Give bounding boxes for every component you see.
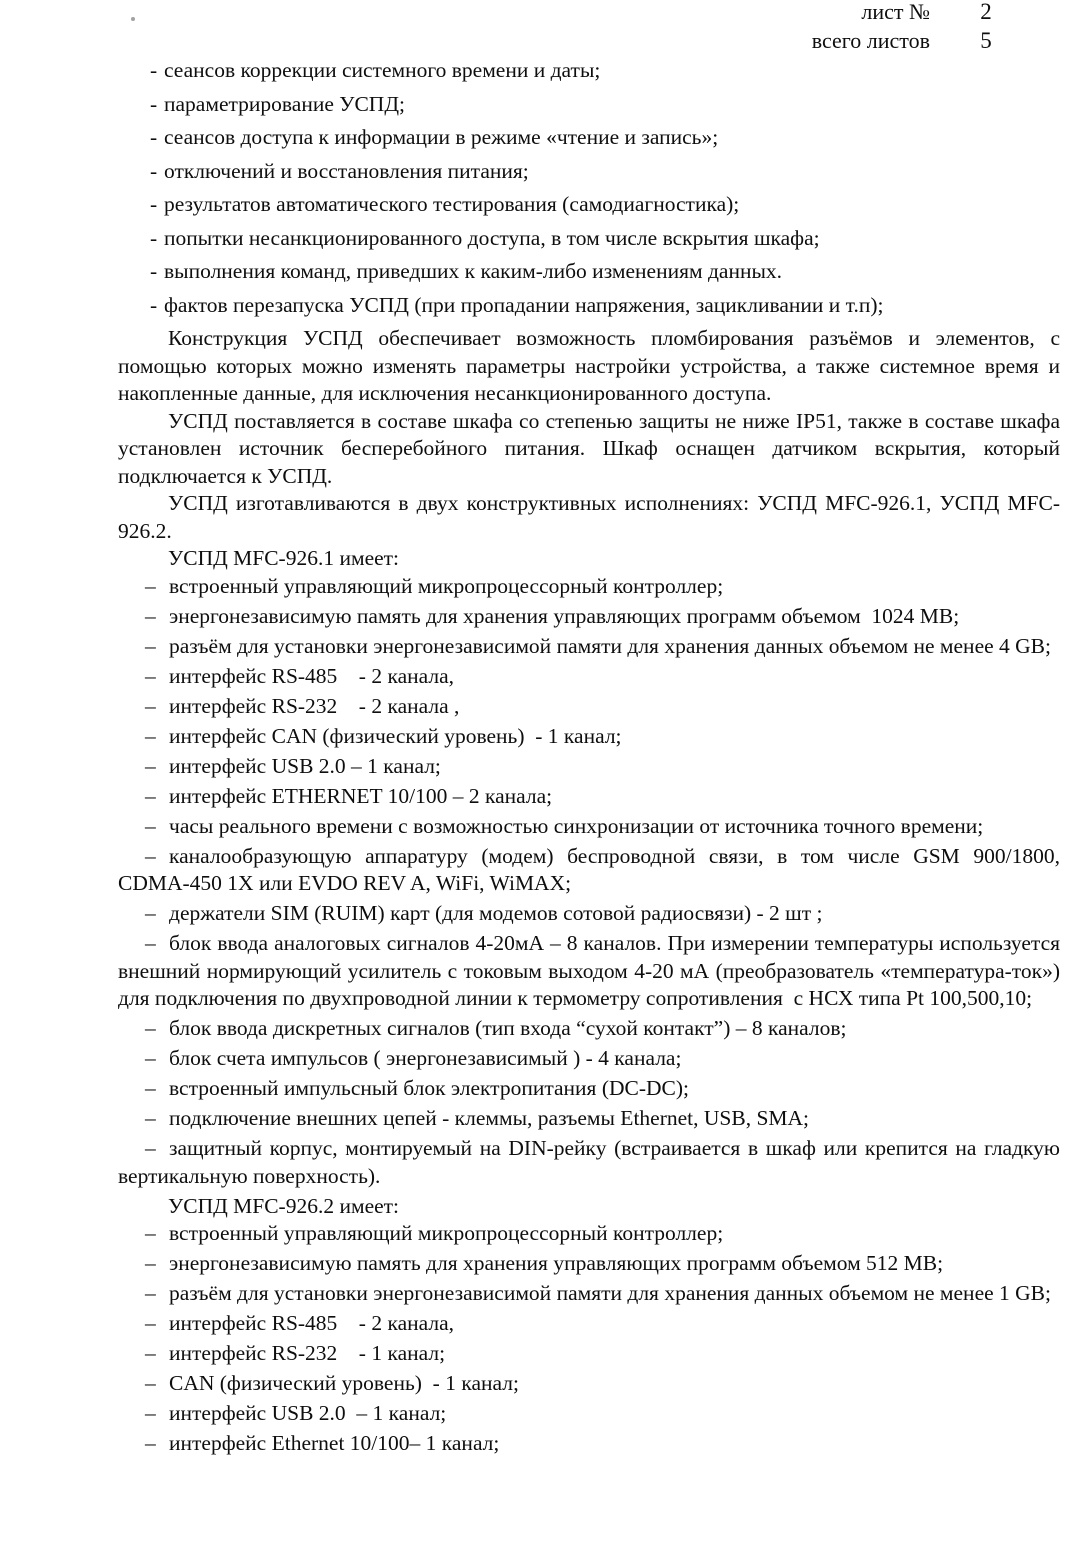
list-item [118,753,1060,781]
list-item [118,663,1060,691]
paragraph [118,325,1066,408]
model1-feature-list [118,573,1066,1191]
list-item [118,1370,1060,1398]
list-item [118,783,1060,811]
dash-marker: – [145,753,156,778]
list-item-text: интерфейс RS-232 - 1 канал; [169,1341,446,1365]
dash-marker: – [145,1281,156,1305]
dash-marker: – [145,663,156,688]
dash-marker: – [145,1106,156,1130]
list-item [118,1430,1060,1458]
dash-marker: – [145,1371,156,1395]
list-item-text: интерфейс RS-485 - 2 канала, [169,663,455,688]
hyphen-marker: - [150,125,158,149]
sheet-header [812,0,1042,55]
list-item-text: блок счета импульсов ( энергонезависимый ) - 4 канала; [169,1046,682,1070]
list-item [118,1105,1060,1133]
list-item [118,1280,1060,1308]
list-item-text: интерфейс RS-485 - 2 канала, [169,1311,455,1335]
list-item-text: интерфейс USB 2.0 – 1 канал; [169,753,441,778]
model1-title: УСПД MFC-926.1 имеет: [168,546,400,570]
list-item-text: держатели SIM (RUIM) карт (для модемов сотовой радиосвязи) - 2 шт ; [169,901,823,925]
dash-marker: – [145,723,156,748]
list-item [118,633,1060,661]
list-item [118,258,1060,286]
list-item-text: каналообразующую аппаратуру (модем) беспроводной связи, в том числе GSM 900/1800, CDMA-450 1X или EVDO REV A, WiFi, WiMAX; [118,843,1066,895]
list-item [118,603,1060,631]
hyphen-marker: - [150,259,158,283]
list-item [118,1015,1060,1043]
list-item-text: блок ввода дискретных сигналов (тип входа “сухой контакт”) – 8 каналов; [169,1016,847,1040]
list-item [118,1075,1060,1103]
list-item [118,1310,1060,1338]
list-item-text: защитный корпус, монтируемый на DIN-рейку (встраивается в шкаф или крепится на гладкую вертикальную поверхность). [118,1136,1066,1188]
document-body [118,57,1066,1460]
list-item-text: попытки несанкционированного доступа, в том числе вскрытия шкафа; [164,225,820,250]
list-item [118,1340,1060,1368]
hyphen-marker: - [150,158,158,183]
list-item-text: интерфейс RS-232 - 2 канала , [169,693,460,718]
list-item [118,1220,1060,1248]
list-item-text: подключение внешних цепей - клеммы, разъемы Ethernet, USB, SMA; [169,1106,810,1130]
list-item [118,930,1066,1013]
list-item [118,1135,1066,1190]
hyphen-marker: - [150,225,158,250]
list-item-text: блок ввода аналоговых сигналов 4-20мА – 8 каналов. При измерении температуры используется внешний нормирующий усилитель с токовым выходом 4-20 мА (преобразователь «температура-ток») для подключения по двухпроводной линии к термометру сопротивления с НСХ типа Pt 100,500,10; [118,931,1066,1010]
list-item-text: выполнения команд, приведших к каким-либо изменениям данных. [164,259,783,283]
list-item [118,225,1060,253]
list-item-text: интерфейс CAN (физический уровень) - 1 канал; [169,723,622,748]
list-item [118,900,1060,928]
sheet-number-value: 2 [980,0,992,24]
dash-marker: – [145,573,156,598]
dash-marker: – [145,1136,156,1160]
list-item [118,723,1060,751]
dash-marker: – [145,1431,156,1455]
dash-marker: – [145,1311,156,1335]
dash-marker: – [145,783,156,808]
paragraph [118,490,1060,545]
list-item [118,573,1060,601]
list-item-text: отключений и восстановления питания; [164,158,529,183]
model2-title: УСПД MFC-926.2 имеет: [168,1193,400,1218]
dash-marker: – [145,1221,156,1245]
total-sheets-row [812,26,1042,55]
list-item-text: встроенный импульсный блок электропитания (DC-DC); [169,1076,690,1100]
list-item-text: часы реального времени с возможностью синхронизации от источника точного времени; [169,813,984,838]
dash-marker: – [145,633,156,658]
list-item-text: разъём для установки энергонезависимой памяти для хранения данных объемом не менее 4 GB; [169,633,1051,658]
list-item-text: интерфейс Ethernet 10/100– 1 канал; [169,1431,500,1455]
list-item [118,91,1060,119]
list-item-text: встроенный управляющий микропроцессорный контроллер; [169,573,724,598]
dash-marker: – [145,931,156,955]
dash-marker: – [145,693,156,718]
dash-marker: – [145,1341,156,1365]
list-item-text: параметрирование УСПД; [164,91,405,116]
list-item-text: разъём для установки энергонезависимой памяти для хранения данных объемом не менее 1 GB; [169,1281,1051,1305]
hyphen-marker: - [150,192,158,216]
dash-marker: – [145,1401,156,1425]
dash-marker: – [145,603,156,628]
list-item-text: интерфейс USB 2.0 – 1 канал; [169,1401,447,1425]
list-item [118,158,1060,186]
hyphen-marker: - [150,292,158,317]
dash-marker: – [145,1016,156,1040]
list-item-text: энергонезависимую память для хранения управляющих программ объемом 512 MB; [169,1251,944,1275]
list-item-text: результатов автоматического тестирования (самодиагностика); [164,192,740,216]
scan-speckle [131,17,135,21]
list-item [118,1250,1060,1278]
dash-marker: – [145,1046,156,1070]
description-paragraphs [118,325,1066,545]
list-item [118,843,1066,898]
paragraph [118,408,1066,491]
list-item-text: сеансов коррекции системного времени и даты; [164,58,601,82]
list-item [118,1045,1060,1073]
dash-marker: – [145,813,156,838]
dash-marker: – [145,1251,156,1275]
list-item-text: интерфейс ETHERNET 10/100 – 2 канала; [169,783,553,808]
list-item-text: фактов перезапуска УСПД (при пропадании напряжения, зацикливании и т.п); [164,292,884,317]
list-item-text: сеансов доступа к информации в режиме «чтение и запись»; [164,125,719,149]
paragraph-text: Конструкция УСПД обеспечивает возможность пломбирования разъёмов и элементов, с помощью которых можно изменять параметры настройки устройства, а также системное время и накопленные данные, для исключения несанкционированного доступа. [118,326,1066,405]
paragraph-text: УСПД поставляется в составе шкафа со степенью защиты не ниже IP51, также в составе шкафа установлен источник бесперебойного питания. Шкаф оснащен датчиком вскрытия, который подключается к УСПД. [118,408,1066,488]
total-sheets-value: 5 [980,28,992,53]
sheet-number-row [812,0,1042,26]
list-item-text: энергонезависимую память для хранения управляющих программ объемом 1024 MB; [169,603,960,628]
hyphen-marker: - [150,91,158,116]
hyphen-marker: - [150,58,158,82]
list-item-text: встроенный управляющий микропроцессорный контроллер; [169,1221,724,1245]
list-item [118,1400,1060,1428]
logged-events-list [118,57,1060,319]
list-item-text: CAN (физический уровень) - 1 канал; [169,1371,519,1395]
paragraph-text: УСПД изготавливаются в двух конструктивных исполнениях: УСПД MFC-926.1, УСПД MFC-926.2. [118,491,1060,543]
dash-marker: – [145,1076,156,1100]
model2-feature-list [118,1220,1060,1458]
sheet-number-label: лист № [861,0,930,24]
list-item [118,693,1060,721]
total-sheets-label: всего листов [811,28,930,53]
dash-marker: – [145,843,156,868]
list-item [118,57,1060,85]
list-item [118,292,1060,320]
list-item [118,191,1060,219]
dash-marker: – [145,901,156,925]
list-item [118,813,1060,841]
list-item [118,124,1060,152]
